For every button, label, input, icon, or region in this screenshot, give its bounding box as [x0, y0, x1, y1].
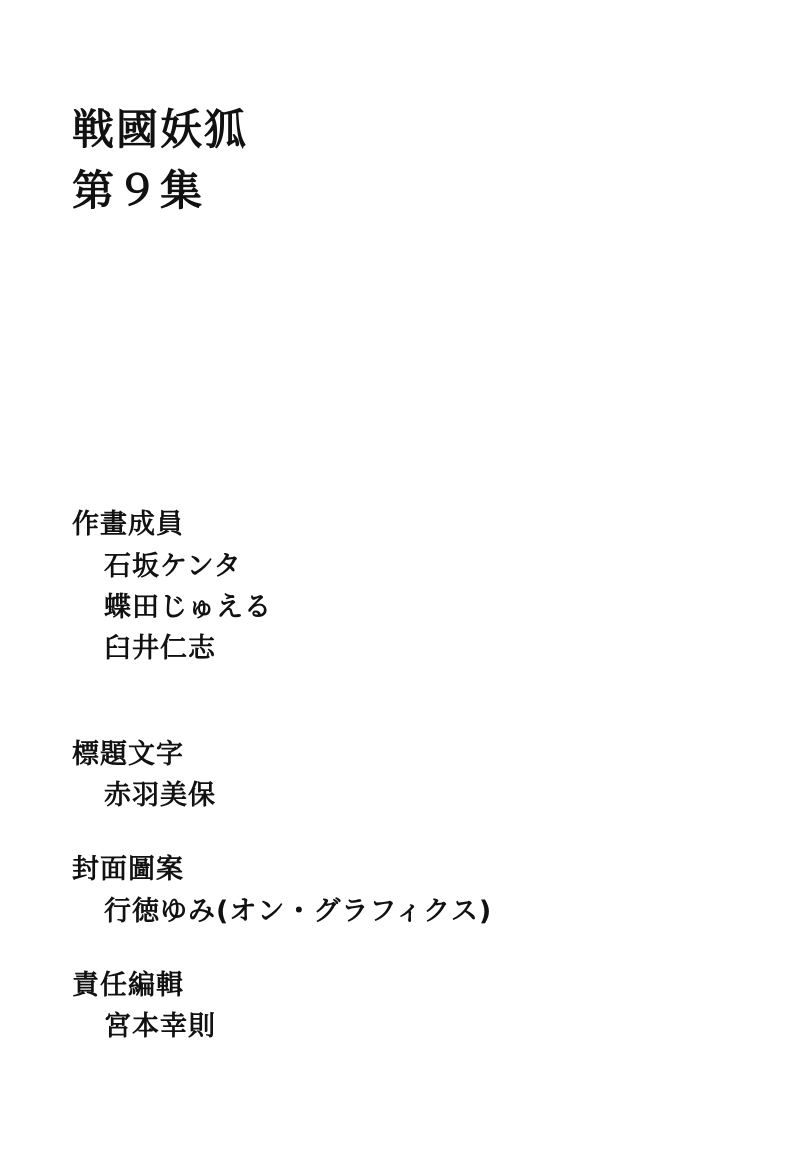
- credit-group-cover-design: [72, 850, 722, 932]
- credit-group-staff: [72, 505, 722, 669]
- credit-name: 宮本幸則: [104, 1011, 216, 1043]
- credit-heading: 責任編輯: [72, 969, 184, 1001]
- credit-heading: 作畫成員: [72, 509, 184, 540]
- credits-list: [72, 505, 722, 1081]
- work-title: 戦國妖狐: [72, 105, 249, 154]
- credit-name: 蝶田じゅえる: [104, 591, 272, 623]
- credit-heading: 封面圖案: [72, 854, 184, 886]
- credit-name: 臼井仁志: [104, 632, 216, 664]
- volume-number: 第９集: [72, 165, 205, 215]
- credit-group-editor: [72, 966, 722, 1048]
- credit-name: 赤羽美保: [104, 780, 216, 812]
- credit-name: 石坂ケンタ: [104, 550, 242, 582]
- credit-heading: 標題文字: [72, 738, 184, 770]
- title-block: [72, 100, 248, 222]
- credit-group-logotype: [72, 735, 722, 817]
- credit-name: 行徳ゆみ(オン・グラフィクス): [104, 895, 493, 927]
